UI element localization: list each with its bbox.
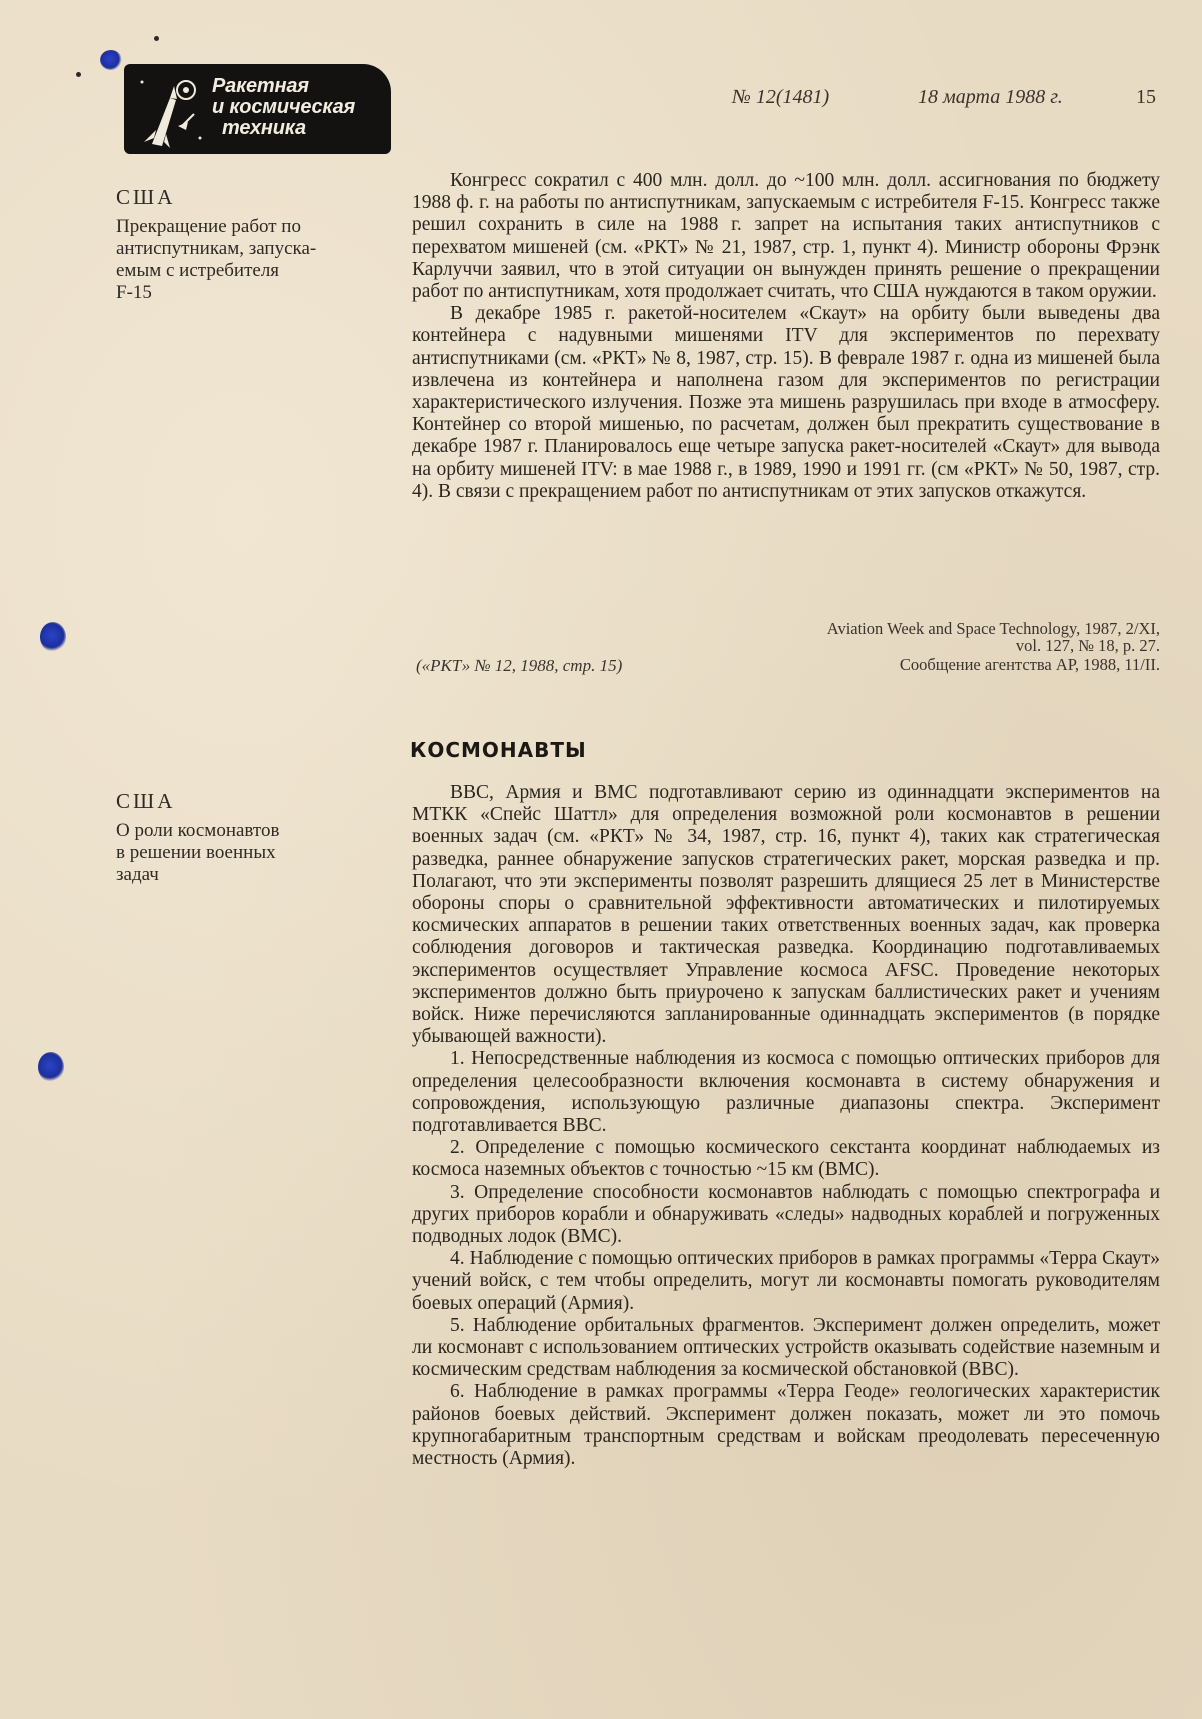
list-item: 1. Непосредственные наблюдения из космоса с помощью оптических приборов для определения целесообразности включения космонавта в систему обнаружения и сопровождения, использующую различные диапазоны спектра. Эксперимент подготавливается ВВС. [412,1048,1160,1137]
ink-speck [76,72,81,77]
list-item: 3. Определение способности космонавтов наблюдать с помощью спектрографа и других приборов корабли и обнаруживать «следы» надводных кораблей и погруженных подводных лодок (ВМС). [412,1181,1160,1248]
binder-hole-mark [38,1052,64,1082]
paragraph: Конгресс сократил с 400 млн. долл. до ~100 млн. долл. ассигнования по бюджету 1988 ф. г. на работы по антиспутникам, запускаемым с истребителя F-15. Конгресс также решил сохранить в силе на 1988 г. запрет на испытания таких антиспутников с перехватом мишеней (см. «РКТ» № 21, 1987, стр. 1, пункт 4). Министр обороны Фрэнк Карлуччи заявил, что в этой ситуации он вынужден принять решение о прекращении работ по антиспутникам, хотя продолжает считать, что США нуждаются в таком оружии. [412,170,1160,303]
binder-hole-mark [40,622,66,652]
journal-logo [124,64,391,154]
paragraph: ВВС, Армия и ВМС подготавливают серию из одиннадцати экспериментов на МТКК «Спейс Шаттл» для определения возможной роли космонавтов в решении военных задач (см. «РКТ» № 34, 1987, стр. 16, пункт 4), таких как стратегическая разведка, раннее обнаружение запусков стратегических ракет, морская разведка и пр. Полагают, что эти эксперименты позволят разрешить длящиеся 25 лет в Министерстве обороны споры о сравнительной эффективности автоматических и пилотируемых космических аппаратов в решении таких ответственных военных задач, как проверка соблюдения договоров и тактическая разведка. Координацию подготавливаемых экспериментов осуществляет Управление космоса AFSC. Проведение некоторых экспериментов должно быть приурочено к запускам баллистических ракет и учениям войск. Ниже перечисляются запланированные одиннадцать экспериментов (в порядке убывающей важности). [412,782,1160,1048]
issue-date: 18 марта 1988 г. [918,86,1063,108]
ink-speck [154,36,159,41]
logo-title [212,76,355,139]
section2-country: США [116,789,176,813]
section1-citation: («РКТ» № 12, 1988, стр. 15) [416,656,623,675]
binder-hole-mark [100,50,122,70]
section2-sidebar [116,790,386,886]
list-item: 2. Определение с помощью космического секстанта координат наблюдаемых из космоса наземных объектов с точностью ~15 км (ВМС). [412,1137,1160,1181]
source-line: Сообщение агентства АР, 1988, 11/II. [899,655,1160,674]
section1-country: США [116,185,176,209]
section1-source [827,620,1160,673]
issue-number: № 12(1481) [732,86,830,108]
source-line: vol. 127, № 18, p. 27. [1015,636,1160,655]
page-number: 15 [1136,86,1156,108]
section1-body [412,170,1160,503]
section1-sidebar [116,186,386,304]
list-item: 4. Наблюдение с помощью оптических приборов в рамках программы «Терра Скаут» учений войск, с тем чтобы определить, могут ли космонавты помогать руководителям боевых операций (Армия). [412,1248,1160,1314]
logo-line: техника [222,117,306,139]
section2-topic: О роли космонавтов в решении военных задач [116,820,280,885]
rocket-satellite-icon [130,68,214,152]
logo-line: Ракетная [212,75,309,97]
section2-body [412,782,1160,1470]
section1-topic: Прекращение работ по антиспутникам, запуска- емым с истребителя F-15 [116,216,317,303]
list-item: 6. Наблюдение в рамках программы «Терра Геоде» геологических характеристик районов боевых действий. Эксперимент должен показать, может ли это помочь крупногабаритным транспортным средствам и войскам преодолевать пересеченную местность (Армия). [412,1381,1160,1470]
section-heading: КОСМОНАВТЫ [410,738,587,762]
source-line: Aviation Week and Space Technology, 1987, 2/XI, [826,619,1160,638]
paragraph: В декабре 1985 г. ракетой-носителем «Скаут» на орбиту были выведены два контейнера с надувными мишенями ITV для экспериментов по перехвату антиспутниками (см. «РКТ» № 8, 1987, стр. 15). В феврале 1987 г. одна из мишеней была извлечена из контейнера и наполнена газом для экспериментов по регистрации характеристического излучения. Позже эта мишень разрушилась при входе в атмосферу. Контейнер со второй мишенью, по расчетам, должен был прекратить существование в декабре 1987 г. Планировалось еще четыре запуска ракет-носителей «Скаут» для вывода на орбиту мишеней ITV: в мае 1988 г., в 1989, 1990 и 1991 гг. (см «РКТ» № 50, 1987, стр. 4). В связи с прекращением работ по антиспутникам от этих запусков откажутся. [412,303,1160,502]
list-item: 5. Наблюдение орбитальных фрагментов. Эксперимент должен определить, может ли космонавт с использованием оптических устройств оказывать содействие наземным и космическим средствам наблюдения за космической обстановкой (ВВС). [412,1314,1160,1381]
logo-line: и космическая [212,96,356,118]
